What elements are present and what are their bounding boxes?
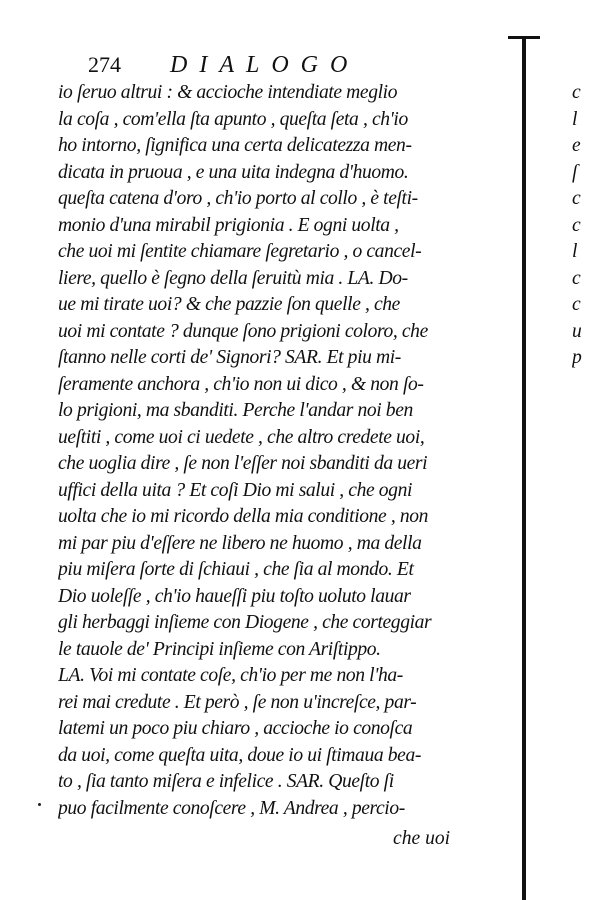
text-line: piu miſera ſorte di ſchiaui , che ſia al mondo. Et bbox=[58, 559, 414, 580]
catchword: che uoi bbox=[393, 828, 451, 849]
text-line: la coſa , com'ella ſta apunto , queſta ſeta , ch'io bbox=[58, 108, 408, 130]
facing-page-fragment: c bbox=[572, 294, 581, 315]
facing-page-fragment: c bbox=[572, 188, 581, 209]
text-line: uolta che io mi ricordo della mia conditione , non bbox=[58, 506, 429, 527]
text-line: liere, quello è ſegno della ſeruitù mia . LA. Do- bbox=[58, 267, 408, 289]
text-line: monio d'una mirabil prigionia . E ogni uolta , bbox=[58, 214, 399, 236]
facing-page-fragment: p bbox=[572, 347, 582, 368]
text-line: io ſeruo altrui : & accioche intendiate meglio bbox=[58, 82, 398, 103]
text-line: to , ſia tanto miſera e infelice . SAR. Queſto ſi bbox=[58, 771, 394, 792]
text-line: mi par piu d'eſſere ne libero ne huomo , ma della bbox=[58, 532, 422, 554]
text-line: ho intorno, ſignifica una certa delicatezza men- bbox=[58, 135, 412, 156]
text-line: le tauole de' Principi inſieme con Ariſtippo. bbox=[58, 638, 381, 660]
page-number: 274 bbox=[88, 52, 121, 77]
text-line: da uoi, come queſta uita, doue io ui ſtimaua bea- bbox=[58, 744, 421, 766]
text-line: uoi mi contate ? dunque ſono prigioni coloro, che bbox=[58, 320, 428, 342]
facing-page-fragment: l bbox=[572, 108, 578, 130]
text-line: LA. Voi mi contate coſe, ch'io per me non l'ha- bbox=[58, 665, 403, 686]
text-line: rei mai credute . Et però , ſe non u'increſce, par- bbox=[58, 691, 417, 713]
facing-page-edge bbox=[572, 80, 590, 380]
text-line: lo prigioni, ma sbanditi. Perche l'andar noi ben bbox=[58, 400, 413, 421]
text-line: puo facilmente conoſcere , M. Andrea , percio- bbox=[58, 797, 405, 819]
ink-speck bbox=[38, 803, 41, 806]
text-line: ſeramente anchora , ch'io non ui dico , & non ſo- bbox=[58, 373, 424, 395]
running-head: DIALOGO bbox=[170, 52, 360, 78]
text-line: dicata in pruoua , e una uita indegna d'huomo. bbox=[58, 161, 409, 183]
body-text bbox=[58, 80, 488, 822]
facing-page-fragment: ſ bbox=[572, 161, 578, 183]
facing-page-fragment: c bbox=[572, 267, 581, 289]
text-line: gli herbaggi inſieme con Diogene , che corteggiar bbox=[58, 612, 432, 633]
text-line: ue mi tirate uoi? & che pazzie ſon quelle , che bbox=[58, 294, 400, 315]
facing-page-fragment: e bbox=[572, 135, 581, 156]
text-line: ſtanno nelle corti de' Signori? SAR. Et piu mi- bbox=[58, 347, 401, 368]
binding-rule bbox=[522, 36, 526, 900]
text-line: Dio uoleſſe , ch'io haueſſi piu toſto uoluto lauar bbox=[58, 585, 411, 607]
text-line: uffici della uita ? Et coſi Dio mi salui , che ogni bbox=[58, 479, 413, 501]
facing-page-fragment: c bbox=[572, 82, 581, 103]
text-line: ueſtiti , come uoi ci uedete , che altro credete uoi, bbox=[58, 426, 425, 448]
facing-page-fragment: c bbox=[572, 214, 581, 236]
text-line: latemi un poco piu chiaro , accioche io conoſca bbox=[58, 718, 413, 739]
page-header bbox=[88, 52, 408, 82]
text-line: queſta catena d'oro , ch'io porto al collo , è teſti- bbox=[58, 188, 418, 209]
text-line: che uoglia dire , ſe non l'eſſer noi sbanditi da ueri bbox=[58, 453, 428, 474]
text-line: che uoi mi ſentite chiamare ſegretario , o cancel- bbox=[58, 241, 422, 262]
facing-page-fragment: u bbox=[572, 320, 582, 342]
facing-page-fragment: l bbox=[572, 241, 578, 262]
